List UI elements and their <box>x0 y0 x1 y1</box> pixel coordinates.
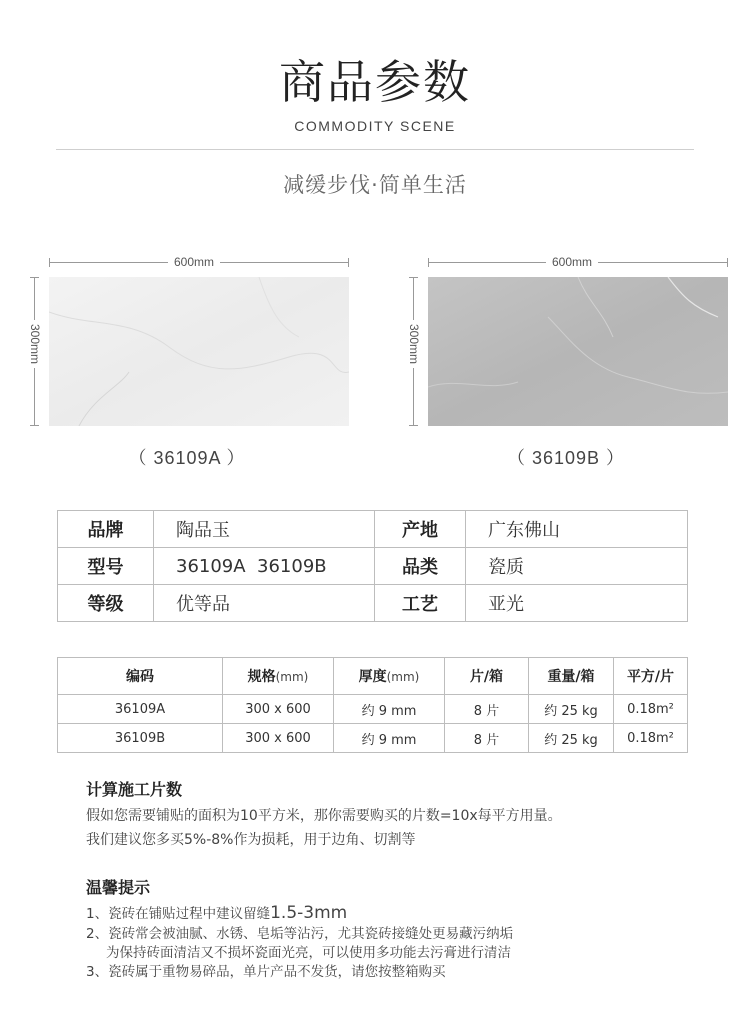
column-header: 平方/片 <box>614 658 688 695</box>
spec-key: 工艺 <box>375 585 466 622</box>
table-cell: 8 片 <box>445 724 529 753</box>
column-header: 编码 <box>58 658 223 695</box>
tile-image-b <box>428 277 728 426</box>
spec-value: 36109A 36109B <box>154 548 375 585</box>
marble-texture-a <box>49 277 349 426</box>
tile-code-a: （ 36109A ） <box>128 448 246 468</box>
tip-line-1: 1、瓷砖在铺贴过程中建议留缝1.5-3mm <box>86 903 348 923</box>
tip-line-2b: 为保持砖面清洁又不损坏瓷面光亮，可以使用多功能去污膏进行清洁 <box>106 945 511 961</box>
width-label-a: 600mm <box>168 255 220 269</box>
tile-image-a <box>49 277 349 426</box>
table-header-row <box>58 658 688 695</box>
tip-line-3: 3、瓷砖属于重物易碎品，单片产品不发货，请您按整箱购买 <box>86 964 446 980</box>
spec-value: 陶品玉 <box>154 511 375 548</box>
calc-title: 计算施工片数 <box>86 780 183 799</box>
height-label-b: 300mm <box>407 320 421 368</box>
table-cell: 0.18m² <box>614 724 688 753</box>
table-cell: 约 25 kg <box>529 695 614 724</box>
divider <box>56 149 694 150</box>
spec-row <box>58 511 688 548</box>
table-cell: 约 9 mm <box>334 724 445 753</box>
spec-value: 亚光 <box>466 585 688 622</box>
table-cell: 300 x 600 <box>223 695 334 724</box>
page-title: 商品参数 <box>279 55 471 109</box>
column-header: 规格(mm) <box>223 658 334 695</box>
spec-row <box>58 585 688 622</box>
spec-key: 品类 <box>375 548 466 585</box>
marble-texture-b <box>428 277 728 426</box>
slogan: 减缓步伐·简单生活 <box>283 173 467 197</box>
spec-value: 优等品 <box>154 585 375 622</box>
spec-value: 广东佛山 <box>466 511 688 548</box>
table-row <box>58 724 688 753</box>
table-cell: 约 25 kg <box>529 724 614 753</box>
calc-line-1: 假如您需要铺贴的面积为10平方米，那你需要购买的片数=10x每平方用量。 <box>86 808 562 824</box>
tip-line-2: 2、瓷砖常会被油腻、水锈、皂垢等沾污，尤其瓷砖接缝处更易藏污纳垢 <box>86 926 514 942</box>
table-cell: 300 x 600 <box>223 724 334 753</box>
calc-line-2: 我们建议您多买5%-8%作为损耗，用于边角、切割等 <box>86 832 416 848</box>
spec-key: 品牌 <box>58 511 154 548</box>
table-cell: 36109A <box>58 695 223 724</box>
column-header: 片/箱 <box>445 658 529 695</box>
spec-value: 瓷质 <box>466 548 688 585</box>
table-cell: 36109B <box>58 724 223 753</box>
product-data-table <box>57 657 688 753</box>
height-label-a: 300mm <box>28 320 42 368</box>
tile-code-b: （ 36109B ） <box>506 448 626 468</box>
column-header: 厚度(mm) <box>334 658 445 695</box>
tips-title: 温馨提示 <box>86 878 151 897</box>
table-row <box>58 695 688 724</box>
spec-key: 等级 <box>58 585 154 622</box>
page-subtitle-en: COMMODITY SCENE <box>294 118 456 134</box>
spec-row <box>58 548 688 585</box>
spec-key: 产地 <box>375 511 466 548</box>
table-cell: 8 片 <box>445 695 529 724</box>
width-label-b: 600mm <box>546 255 598 269</box>
table-cell: 0.18m² <box>614 695 688 724</box>
column-header: 重量/箱 <box>529 658 614 695</box>
spec-table <box>57 510 688 622</box>
spec-key: 型号 <box>58 548 154 585</box>
table-cell: 约 9 mm <box>334 695 445 724</box>
